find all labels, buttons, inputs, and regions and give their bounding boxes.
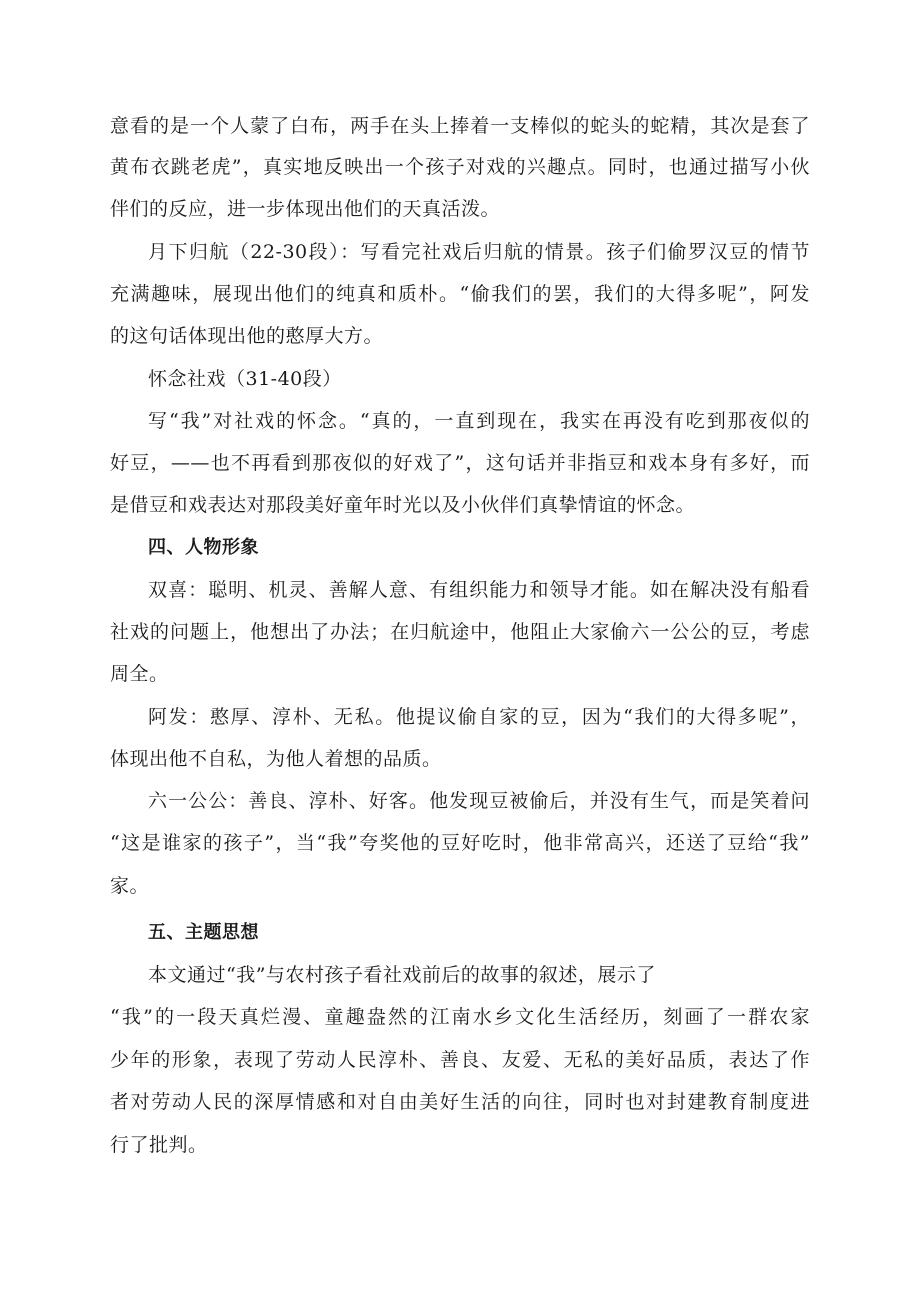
text-line: 的这句话体现出他的憨厚大方。 — [110, 325, 384, 347]
text-line: 好豆，——也不再看到那夜似的好戏了”，这句话并非指豆和戏本身有多好，而 — [110, 452, 810, 474]
text-line: 社戏的问题上，他想出了办法；在归航途中，他阻止大家偷六一公公的豆，考虑 — [110, 621, 810, 643]
text-line: 六一公公：善良、淳朴、好客。他发现豆被偷后，并没有生气，而是笑着问 — [148, 790, 810, 812]
text-line: 少年的形象，表现了劳动人民淳朴、善良、友爱、无私的美好品质，表达了作 — [110, 1049, 810, 1071]
text-line: 月下归航（22-30段）：写看完社戏后归航的情景。孩子们偷罗汉豆的情节 — [148, 241, 810, 263]
text-line: 体现出他不自私，为他人着想的品质。 — [110, 748, 442, 770]
text-line: 行了批判。 — [110, 1134, 208, 1156]
text-line: “我”的一段天真烂漫、童趣盎然的江南水乡文化生活经历，刻画了一群农家 — [110, 1006, 810, 1028]
text-line: 写“我”对社戏的怀念。“真的，一直到现在，我实在再没有吃到那夜似的 — [148, 410, 810, 432]
text-line: 阿发：憨厚、淳朴、无私。他提议偷自家的豆，因为“我们的大得多呢”， — [148, 706, 810, 728]
section-heading-characters: 四、人物形象 — [148, 537, 259, 558]
text-line: 充满趣味，展现出他们的纯真和质朴。“偷我们的罢，我们的大得多呢”，阿发 — [110, 283, 810, 305]
text-line: 双喜：聪明、机灵、善解人意、有组织能力和领导才能。如在解决没有船看 — [148, 579, 810, 601]
text-line: 周全。 — [110, 663, 169, 685]
section-heading-theme: 五、主题思想 — [148, 922, 259, 943]
text-line: 家。 — [110, 875, 150, 897]
text-line: 本文通过“我”与农村孩子看社戏前后的故事的叙述，展示了 — [148, 964, 656, 986]
section-subtitle: 怀念社戏（31-40段） — [148, 368, 342, 390]
text-line: 者对劳动人民的深厚情感和对自由美好生活的向往，同时也对封建教育制度进 — [110, 1091, 810, 1113]
text-line: “这是谁家的孩子”，当“我”夸奖他的豆好吃时，他非常高兴，还送了豆给“我” — [110, 832, 810, 854]
text-line: 意看的是一个人蒙了白布，两手在头上捧着一支棒似的蛇头的蛇精，其次是套了 — [110, 115, 810, 137]
text-line: 黄布衣跳老虎”，真实地反映出一个孩子对戏的兴趣点。同时，也通过描写小伙 — [110, 156, 810, 178]
text-line: 是借豆和戏表达对那段美好童年时光以及小伙伴们真挚情谊的怀念。 — [110, 494, 696, 516]
text-line: 伴们的反应，进一步体现出他们的天真活泼。 — [110, 198, 501, 220]
